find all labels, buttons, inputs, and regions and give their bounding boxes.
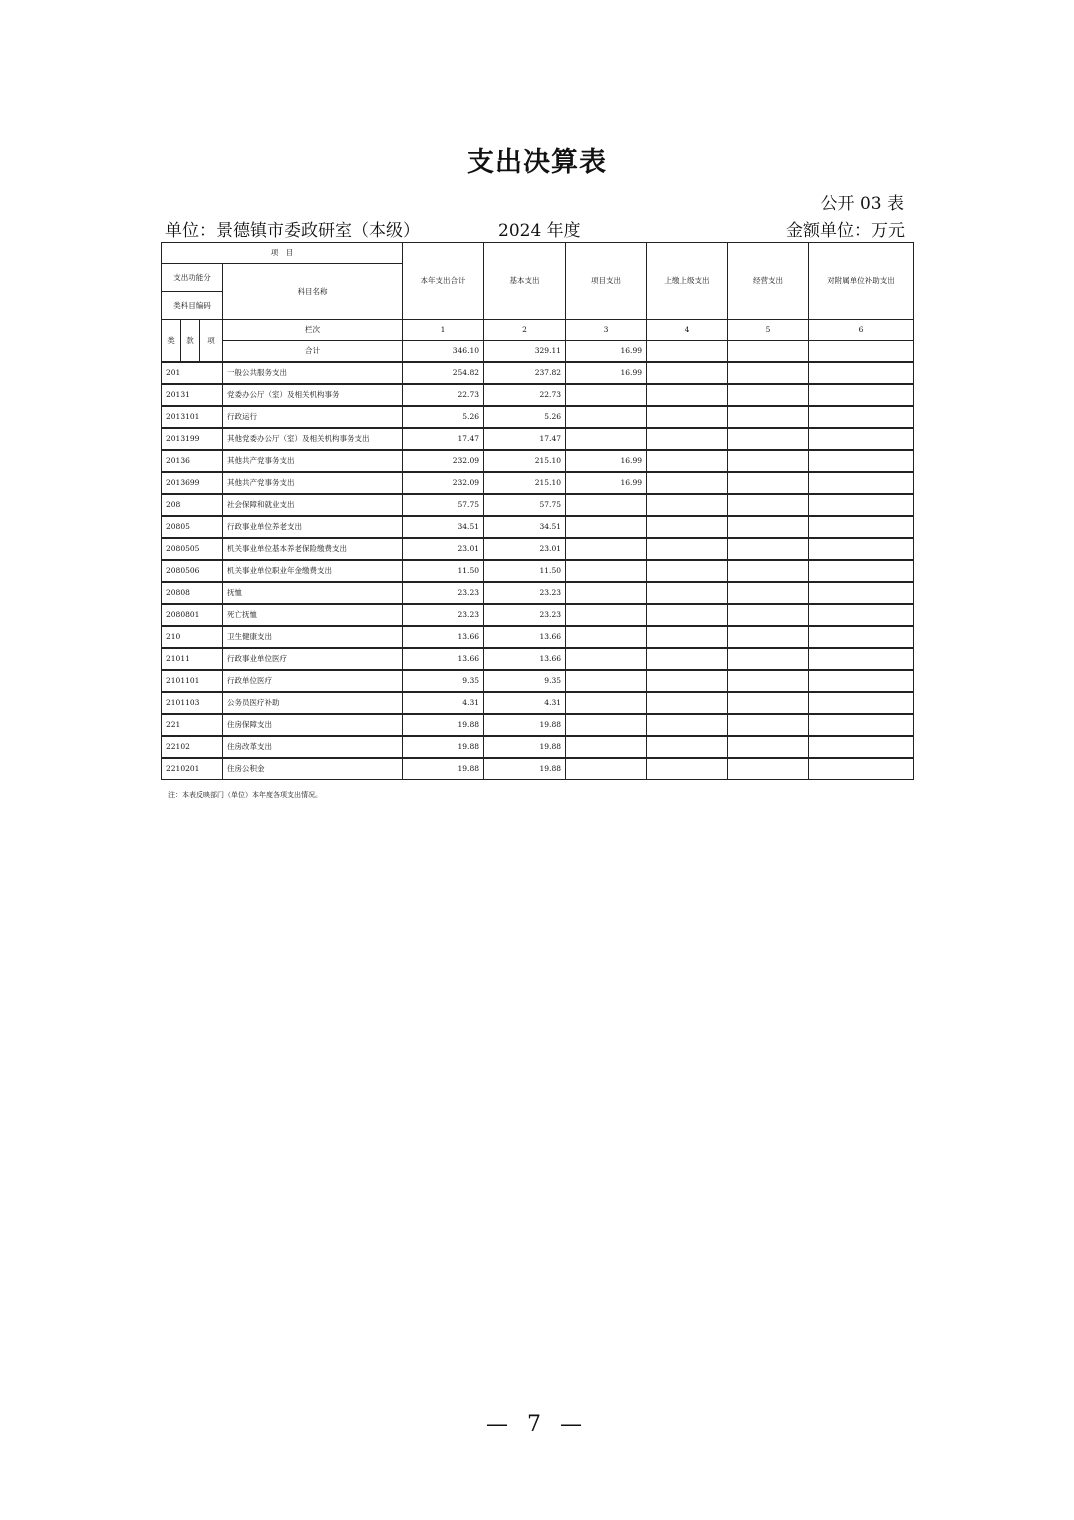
header-func-code: 支出功能分	[162, 264, 223, 292]
page-number: — 7 —	[486, 1412, 588, 1437]
row-business	[728, 472, 809, 494]
row-project	[566, 560, 647, 582]
row-basic: 4.31	[484, 692, 566, 714]
row-code: 208	[162, 494, 223, 516]
row-upper	[647, 538, 728, 560]
row-code: 2013101	[162, 406, 223, 428]
table-row	[162, 494, 914, 516]
row-total: 9.35	[403, 670, 484, 692]
row-upper	[647, 472, 728, 494]
row-subsidy	[809, 692, 914, 714]
row-basic: 237.82	[484, 362, 566, 384]
row-subsidy	[809, 494, 914, 516]
row-subject-name: 住房改革支出	[223, 736, 403, 758]
row-basic: 23.01	[484, 538, 566, 560]
table-row	[162, 428, 914, 450]
row-project	[566, 538, 647, 560]
expenditure-table	[161, 242, 914, 780]
row-subsidy	[809, 582, 914, 604]
row-code: 2080506	[162, 560, 223, 582]
row-subject-name: 公务员医疗补助	[223, 692, 403, 714]
row-project	[566, 758, 647, 780]
row-upper	[647, 450, 728, 472]
row-upper	[647, 670, 728, 692]
header-col-5: 经营支出	[728, 243, 809, 320]
row-code: 2101101	[162, 670, 223, 692]
row-subject-name: 行政运行	[223, 406, 403, 428]
total-label: 合计	[223, 341, 403, 363]
table-row	[162, 384, 914, 406]
row-subject-name: 机关事业单位职业年金缴费支出	[223, 560, 403, 582]
row-subsidy	[809, 604, 914, 626]
table-row	[162, 670, 914, 692]
row-subsidy	[809, 384, 914, 406]
row-upper	[647, 362, 728, 384]
col-number-4: 4	[647, 320, 728, 341]
row-upper	[647, 582, 728, 604]
row-basic: 19.88	[484, 758, 566, 780]
row-subsidy	[809, 362, 914, 384]
header-kuan: 款	[181, 320, 200, 363]
row-subject-name: 社会保障和就业支出	[223, 494, 403, 516]
table-row	[162, 472, 914, 494]
row-subject-name: 机关事业单位基本养老保险缴费支出	[223, 538, 403, 560]
row-total: 11.50	[403, 560, 484, 582]
row-subsidy	[809, 472, 914, 494]
row-total: 17.47	[403, 428, 484, 450]
row-total: 57.75	[403, 494, 484, 516]
col-number-6: 6	[809, 320, 914, 341]
row-subsidy	[809, 516, 914, 538]
row-project	[566, 736, 647, 758]
row-project	[566, 516, 647, 538]
row-code: 21011	[162, 648, 223, 670]
table-row	[162, 538, 914, 560]
row-basic: 22.73	[484, 384, 566, 406]
row-basic: 5.26	[484, 406, 566, 428]
row-subject-name: 抚恤	[223, 582, 403, 604]
row-code: 201	[162, 362, 223, 384]
row-business	[728, 384, 809, 406]
header-col-2: 基本支出	[484, 243, 566, 320]
row-subsidy	[809, 648, 914, 670]
row-code: 210	[162, 626, 223, 648]
row-business	[728, 692, 809, 714]
row-project	[566, 494, 647, 516]
row-subsidy	[809, 736, 914, 758]
row-code: 20136	[162, 450, 223, 472]
row-project	[566, 582, 647, 604]
header-col-1: 本年支出合计	[403, 243, 484, 320]
col-number-3: 3	[566, 320, 647, 341]
row-code: 22102	[162, 736, 223, 758]
row-upper	[647, 758, 728, 780]
row-upper	[647, 428, 728, 450]
row-total: 232.09	[403, 472, 484, 494]
total-value-1: 346.10	[403, 341, 484, 363]
row-basic: 215.10	[484, 450, 566, 472]
header-col-4: 上缴上级支出	[647, 243, 728, 320]
row-total: 13.66	[403, 648, 484, 670]
row-basic: 19.88	[484, 736, 566, 758]
row-business	[728, 494, 809, 516]
row-business	[728, 406, 809, 428]
row-project	[566, 626, 647, 648]
table-row	[162, 626, 914, 648]
row-basic: 13.66	[484, 648, 566, 670]
header-project-row	[162, 243, 914, 264]
row-business	[728, 758, 809, 780]
table-row	[162, 362, 914, 384]
row-upper	[647, 516, 728, 538]
row-upper	[647, 384, 728, 406]
row-basic: 17.47	[484, 428, 566, 450]
unit-line	[165, 216, 905, 240]
table-row	[162, 582, 914, 604]
col-number-1: 1	[403, 320, 484, 341]
row-code: 2210201	[162, 758, 223, 780]
row-business	[728, 582, 809, 604]
row-total: 23.23	[403, 604, 484, 626]
row-subject-name: 其他共产党事务支出	[223, 472, 403, 494]
table-row	[162, 450, 914, 472]
row-business	[728, 604, 809, 626]
table-row	[162, 560, 914, 582]
row-total: 19.88	[403, 758, 484, 780]
row-subsidy	[809, 406, 914, 428]
row-business	[728, 560, 809, 582]
row-code: 20805	[162, 516, 223, 538]
row-code: 20131	[162, 384, 223, 406]
row-subject-name: 一般公共服务支出	[223, 362, 403, 384]
row-subsidy	[809, 538, 914, 560]
row-basic: 11.50	[484, 560, 566, 582]
report-year: 2024 年度	[498, 221, 581, 241]
total-value-4	[647, 341, 728, 363]
row-subject-name: 其他党委办公厅（室）及相关机构事务支出	[223, 428, 403, 450]
row-basic: 13.66	[484, 626, 566, 648]
row-upper	[647, 692, 728, 714]
header-xiang: 项	[200, 320, 223, 363]
row-basic: 23.23	[484, 582, 566, 604]
row-upper	[647, 736, 728, 758]
reporting-unit: 单位：景德镇市委政研室（本级）	[165, 221, 420, 241]
row-upper	[647, 604, 728, 626]
row-total: 4.31	[403, 692, 484, 714]
table-row	[162, 516, 914, 538]
row-total: 232.09	[403, 450, 484, 472]
row-subsidy	[809, 450, 914, 472]
row-total: 23.01	[403, 538, 484, 560]
row-upper	[647, 494, 728, 516]
total-value-6	[809, 341, 914, 363]
row-subject-name: 党委办公厅（室）及相关机构事务	[223, 384, 403, 406]
row-total: 23.23	[403, 582, 484, 604]
money-unit: 金额单位：万元	[786, 221, 905, 241]
row-project	[566, 670, 647, 692]
header-func-code-2: 类科目编码	[162, 292, 223, 320]
table-row	[162, 604, 914, 626]
row-subsidy	[809, 428, 914, 450]
row-basic: 23.23	[484, 604, 566, 626]
form-number: 公开 03 表	[820, 194, 904, 214]
row-project: 16.99	[566, 362, 647, 384]
table-row	[162, 736, 914, 758]
row-upper	[647, 626, 728, 648]
row-business	[728, 714, 809, 736]
row-subject-name: 行政单位医疗	[223, 670, 403, 692]
row-subsidy	[809, 560, 914, 582]
row-total: 5.26	[403, 406, 484, 428]
row-code: 2080505	[162, 538, 223, 560]
table-row	[162, 692, 914, 714]
row-project	[566, 384, 647, 406]
row-basic: 57.75	[484, 494, 566, 516]
row-total: 34.51	[403, 516, 484, 538]
table-row	[162, 758, 914, 780]
row-total: 22.73	[403, 384, 484, 406]
header-lanci: 栏次	[223, 320, 403, 341]
total-value-3: 16.99	[566, 341, 647, 363]
row-subject-name: 住房保障支出	[223, 714, 403, 736]
row-code: 2080801	[162, 604, 223, 626]
row-subsidy	[809, 626, 914, 648]
row-project	[566, 714, 647, 736]
row-total: 19.88	[403, 714, 484, 736]
row-project	[566, 604, 647, 626]
header-project: 项 目	[162, 243, 403, 264]
row-upper	[647, 714, 728, 736]
row-business	[728, 626, 809, 648]
header-lanci-row	[162, 320, 914, 341]
row-business	[728, 736, 809, 758]
table-row	[162, 714, 914, 736]
row-subject-name: 行政事业单位医疗	[223, 648, 403, 670]
row-project	[566, 406, 647, 428]
row-business	[728, 362, 809, 384]
row-code: 2013199	[162, 428, 223, 450]
row-code: 2101103	[162, 692, 223, 714]
row-business	[728, 516, 809, 538]
total-value-2: 329.11	[484, 341, 566, 363]
row-business	[728, 670, 809, 692]
header-lei: 类	[162, 320, 181, 363]
table-note: 注：本表反映部门（单位）本年度各项支出情况。	[168, 791, 322, 799]
header-col-3: 项目支出	[566, 243, 647, 320]
row-subject-name: 行政事业单位养老支出	[223, 516, 403, 538]
row-code: 221	[162, 714, 223, 736]
row-subsidy	[809, 758, 914, 780]
row-total: 19.88	[403, 736, 484, 758]
row-basic: 215.10	[484, 472, 566, 494]
row-project	[566, 692, 647, 714]
row-project	[566, 648, 647, 670]
row-code: 2013699	[162, 472, 223, 494]
total-row	[162, 341, 914, 363]
row-basic: 34.51	[484, 516, 566, 538]
row-basic: 19.88	[484, 714, 566, 736]
row-upper	[647, 560, 728, 582]
row-subject-name: 死亡抚恤	[223, 604, 403, 626]
row-business	[728, 648, 809, 670]
row-subject-name: 卫生健康支出	[223, 626, 403, 648]
page-title: 支出决算表	[467, 147, 607, 178]
row-subject-name: 其他共产党事务支出	[223, 450, 403, 472]
row-project	[566, 428, 647, 450]
row-total: 254.82	[403, 362, 484, 384]
col-number-2: 2	[484, 320, 566, 341]
table-row	[162, 406, 914, 428]
row-upper	[647, 406, 728, 428]
table-row	[162, 648, 914, 670]
row-upper	[647, 648, 728, 670]
col-number-5: 5	[728, 320, 809, 341]
total-value-5	[728, 341, 809, 363]
header-col-6: 对附属单位补助支出	[809, 243, 914, 320]
row-total: 13.66	[403, 626, 484, 648]
row-basic: 9.35	[484, 670, 566, 692]
row-subsidy	[809, 714, 914, 736]
row-project: 16.99	[566, 450, 647, 472]
row-project: 16.99	[566, 472, 647, 494]
row-code: 20808	[162, 582, 223, 604]
row-business	[728, 428, 809, 450]
row-business	[728, 450, 809, 472]
row-business	[728, 538, 809, 560]
row-subject-name: 住房公积金	[223, 758, 403, 780]
header-subject-name: 科目名称	[223, 264, 403, 320]
row-subsidy	[809, 670, 914, 692]
